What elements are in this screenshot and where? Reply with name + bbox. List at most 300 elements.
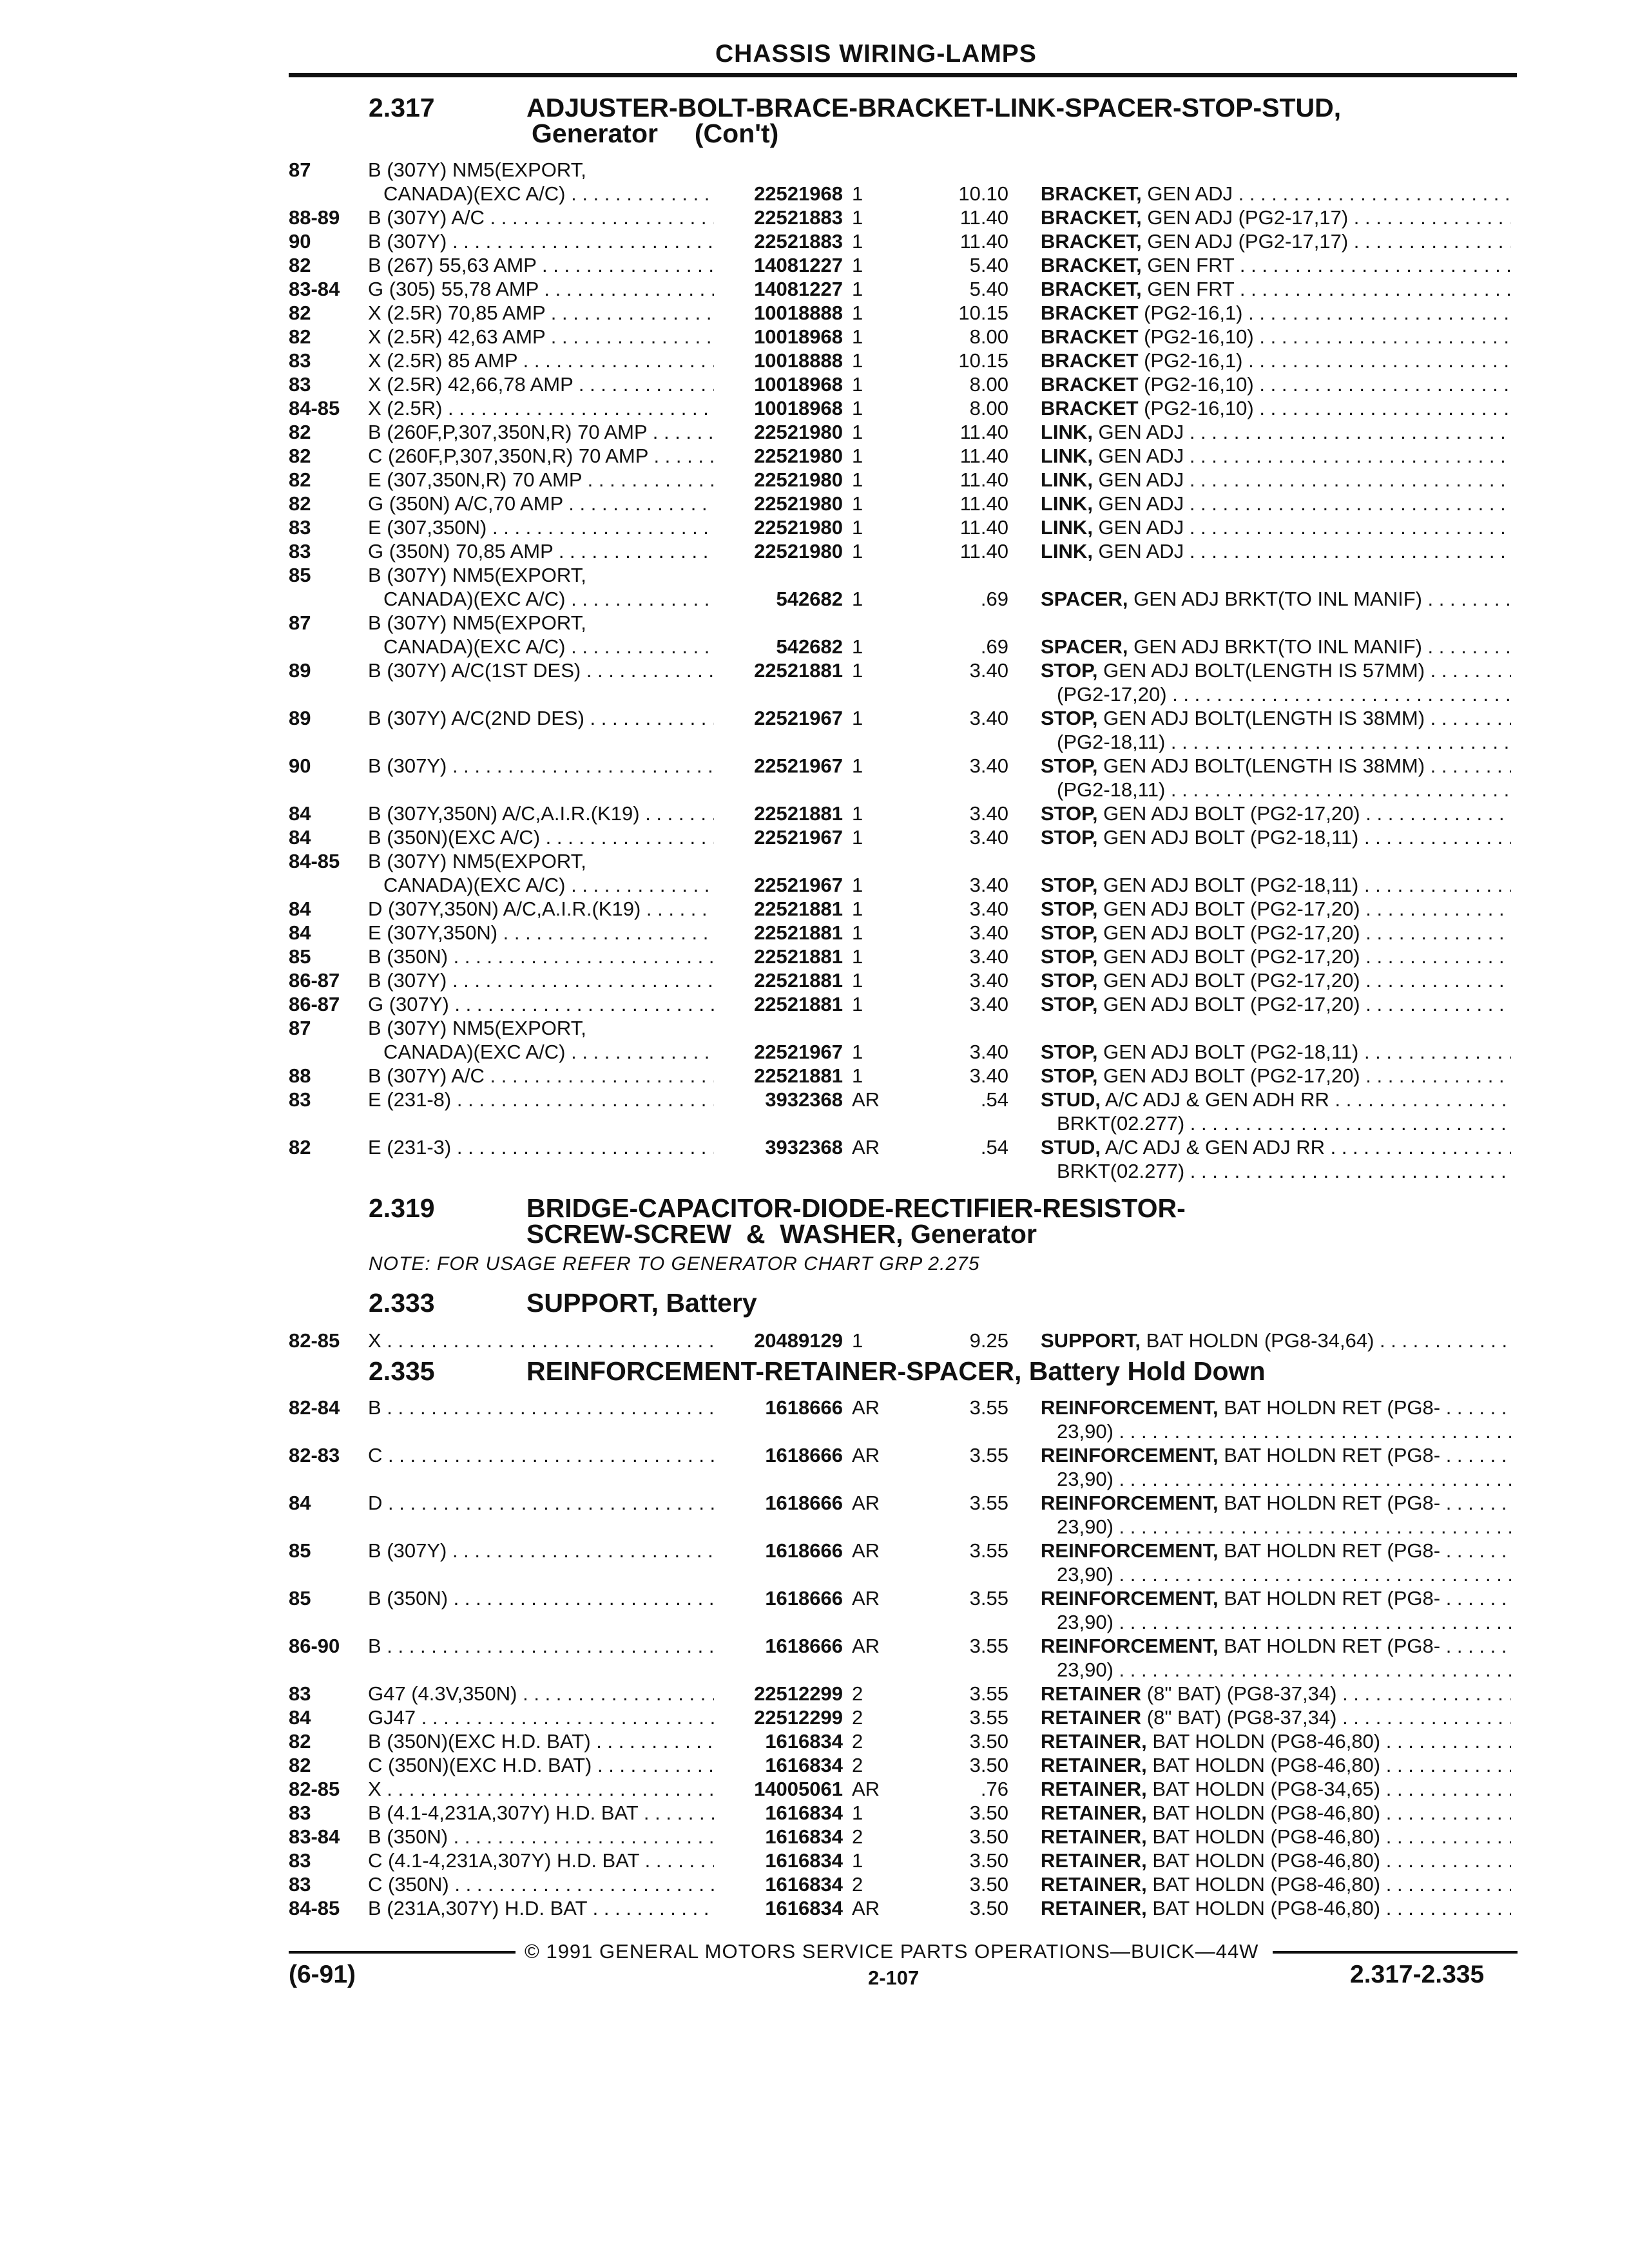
model-year: 84	[289, 1706, 311, 1729]
quantity: 2	[852, 1730, 863, 1753]
part-name	[1041, 1802, 1511, 1825]
price: 3.40	[969, 707, 1008, 729]
part-name-text: BRKT(02.277)	[1057, 1112, 1185, 1135]
quantity: 1	[852, 945, 863, 968]
usage-description: G (350N) 70,85 AMP . . .	[368, 540, 714, 563]
part-name-keyword: STOP,	[1041, 874, 1098, 896]
part-name	[1057, 683, 1511, 706]
part-name-text: GEN ADJ BOLT (PG2-17,20)	[1097, 898, 1360, 920]
quantity: AR	[852, 1444, 880, 1466]
quantity: 1	[852, 898, 863, 920]
price: 3.50	[969, 1849, 1008, 1872]
part-name-text: BAT HOLDN RET (PG8-	[1218, 1396, 1441, 1419]
usage-description: B (350N)(EXC A/C) . . .	[368, 826, 714, 849]
part-number: 20489129	[714, 1329, 843, 1352]
model-year: 90	[289, 230, 311, 253]
part-number: 22521967	[714, 1041, 843, 1064]
part-name	[1041, 1492, 1511, 1515]
quantity: 1	[852, 182, 863, 205]
usage-description: X . . .	[368, 1778, 714, 1801]
part-name-text: GEN ADJ BOLT(LENGTH IS 38MM)	[1097, 754, 1425, 777]
usage-description: CANADA)(EXC A/C) . . .	[383, 588, 714, 611]
part-number: 22521881	[714, 802, 843, 825]
part-name-keyword: LINK,	[1041, 492, 1093, 515]
price: 3.40	[969, 754, 1008, 777]
part-name-text: BAT HOLDN (PG8-46,80)	[1146, 1825, 1381, 1848]
part-name-text: BAT HOLDN RET (PG8-	[1218, 1444, 1441, 1466]
part-number: 1616834	[714, 1825, 843, 1849]
part-name-keyword: LINK,	[1041, 516, 1093, 539]
part-number: 1616834	[714, 1754, 843, 1777]
part-name	[1041, 1778, 1511, 1801]
part-name	[1041, 230, 1511, 253]
part-name	[1041, 826, 1511, 849]
part-name-text: BRKT(02.277)	[1057, 1160, 1185, 1182]
part-name-keyword: STOP,	[1041, 826, 1098, 849]
part-name-text: GEN ADJ BRKT(TO INL MANIF) .	[1128, 588, 1434, 610]
price: 3.55	[969, 1539, 1008, 1562]
part-name-keyword: STOP,	[1041, 802, 1098, 825]
part-name-text: GEN ADJ BOLT (PG2-18,11)	[1097, 874, 1359, 896]
quantity: AR	[852, 1492, 880, 1514]
part-number: 1616834	[714, 1730, 843, 1753]
part-name-keyword: BRACKET	[1041, 349, 1139, 372]
part-name-keyword: STUD,	[1041, 1088, 1101, 1111]
part-name-keyword: BRACKET	[1041, 373, 1139, 396]
usage-description: B (231A,307Y) H.D. BAT . . .	[368, 1897, 714, 1920]
part-name-keyword: REINFORCEMENT,	[1041, 1396, 1219, 1419]
part-number: 1618666	[714, 1444, 843, 1467]
usage-description: B (307Y) A/C(2ND DES) . . .	[368, 707, 714, 730]
part-name-keyword: RETAINER,	[1041, 1754, 1147, 1776]
part-name	[1057, 1563, 1511, 1586]
quantity: 1	[852, 874, 863, 896]
part-name-keyword: STOP,	[1041, 754, 1098, 777]
usage-description: CANADA)(EXC A/C) . . .	[383, 1041, 714, 1064]
part-name-keyword: STOP,	[1041, 993, 1098, 1015]
part-name-keyword: BRACKET	[1041, 325, 1139, 348]
section-title-line: BRIDGE-CAPACITOR-DIODE-RECTIFIER-RESISTOR-	[526, 1193, 1186, 1223]
part-number: 3932368	[714, 1088, 843, 1111]
part-number: 22521967	[714, 874, 843, 897]
price: 10.15	[958, 302, 1008, 324]
model-year: 82	[289, 254, 311, 276]
part-name-keyword: SPACER,	[1041, 588, 1128, 610]
usage-description: B (307Y) A/C . . .	[368, 1064, 714, 1088]
part-name-text: BAT HOLDN RET (PG8-	[1218, 1635, 1441, 1657]
part-name-keyword: REINFORCEMENT,	[1041, 1444, 1219, 1466]
section-title	[526, 1195, 1186, 1247]
part-number: 1616834	[714, 1849, 843, 1872]
price: 11.40	[959, 230, 1008, 253]
model-year: 83-84	[289, 1825, 340, 1848]
section-title-line: SUPPORT, Battery	[526, 1288, 757, 1318]
quantity: AR	[852, 1136, 880, 1158]
model-year: 83	[289, 349, 311, 372]
part-name	[1041, 707, 1511, 730]
part-name-keyword: RETAINER,	[1041, 1778, 1147, 1800]
price: 10.10	[958, 182, 1008, 205]
section-title-line: Generator (Con't)	[532, 119, 779, 148]
part-name	[1041, 921, 1511, 945]
part-name-text: 23,90)	[1057, 1468, 1113, 1490]
quantity: 1	[852, 921, 863, 944]
quantity: 1	[852, 969, 863, 992]
usage-description: CANADA)(EXC A/C) . . .	[383, 182, 714, 206]
price: 3.40	[969, 659, 1008, 682]
part-name-text: 23,90)	[1057, 1658, 1113, 1681]
model-year: 90	[289, 754, 311, 777]
part-name-keyword: REINFORCEMENT,	[1041, 1492, 1219, 1514]
section-title	[526, 95, 1341, 146]
part-number: 1616834	[714, 1897, 843, 1920]
part-name-text: BAT HOLDN (PG8-46,80)	[1146, 1802, 1381, 1824]
part-name	[1041, 445, 1511, 468]
part-number: 10018968	[714, 325, 843, 349]
model-year: 86-87	[289, 969, 340, 992]
part-name-text: (PG2-16,1)	[1138, 349, 1243, 372]
model-year: 83	[289, 1088, 311, 1111]
quantity: 1	[852, 826, 863, 849]
part-name-text: (PG2-18,11)	[1057, 731, 1166, 753]
quantity: 1	[852, 492, 863, 515]
part-name	[1041, 492, 1511, 515]
usage-description: C (4.1-4,231A,307Y) H.D. BAT . . .	[368, 1849, 714, 1872]
model-year: 82	[289, 1754, 311, 1776]
quantity: 1	[852, 1802, 863, 1824]
usage-description: B (307Y) . . .	[368, 969, 714, 992]
part-number: 22521967	[714, 826, 843, 849]
part-number: 22521968	[714, 182, 843, 206]
usage-description: B (307Y) NM5(EXPORT,	[368, 564, 586, 586]
model-year: 82	[289, 1136, 311, 1158]
price: 11.40	[959, 492, 1008, 515]
price: 3.40	[969, 874, 1008, 896]
part-name	[1041, 349, 1511, 372]
part-number: 1618666	[714, 1492, 843, 1515]
model-year: 82-85	[289, 1778, 340, 1800]
price: 5.40	[969, 278, 1008, 300]
part-number: 3932368	[714, 1136, 843, 1159]
usage-description: E (307,350N) . . .	[368, 516, 714, 539]
model-year: 82-84	[289, 1396, 340, 1419]
price: .76	[980, 1778, 1008, 1800]
part-name-keyword: RETAINER	[1041, 1706, 1142, 1729]
price: 3.40	[969, 826, 1008, 849]
usage-description: B (260F,P,307,350N,R) 70 AMP . . .	[368, 421, 714, 444]
part-name-text: GEN ADJ	[1092, 540, 1184, 562]
model-year: 84-85	[289, 1897, 340, 1919]
part-name	[1041, 1396, 1511, 1419]
model-year: 82-83	[289, 1444, 340, 1466]
price: 3.40	[969, 802, 1008, 825]
model-year: 84	[289, 802, 311, 825]
model-year: 82	[289, 1730, 311, 1753]
usage-description: C (350N) . . .	[368, 1873, 714, 1896]
price: 8.00	[969, 397, 1008, 419]
part-name	[1041, 1539, 1511, 1562]
part-name-text: GEN ADJ (PG2-17,17)	[1141, 206, 1349, 229]
usage-description: B (307Y) . . .	[368, 1539, 714, 1562]
usage-description: B . . .	[368, 1396, 714, 1419]
price: 8.00	[969, 325, 1008, 348]
usage-description: G (305) 55,78 AMP . . .	[368, 278, 714, 301]
price: .54	[980, 1088, 1008, 1111]
quantity: 1	[852, 302, 863, 324]
quantity: 1	[852, 588, 863, 610]
footer-rule-right	[1273, 1951, 1518, 1954]
part-name	[1041, 1064, 1511, 1088]
price: 3.55	[969, 1444, 1008, 1466]
part-name	[1041, 1329, 1511, 1352]
part-number: 10018968	[714, 397, 843, 420]
part-name-text: GEN ADJ (PG2-17,17)	[1141, 230, 1349, 253]
part-name-text: GEN ADJ BOLT (PG2-18,11)	[1097, 1041, 1359, 1063]
model-year: 83	[289, 373, 311, 396]
model-year: 83-84	[289, 278, 340, 300]
model-year: 89	[289, 659, 311, 682]
section-number: 2.333	[369, 1288, 435, 1318]
quantity: AR	[852, 1635, 880, 1657]
part-name-text: GEN ADJ	[1092, 516, 1184, 539]
part-name	[1041, 182, 1511, 206]
price: 9.25	[969, 1329, 1008, 1352]
quantity: 1	[852, 373, 863, 396]
footer-page-number: 2-107	[868, 1966, 920, 1989]
part-number: 22521881	[714, 945, 843, 968]
part-name-text: BAT HOLDN RET (PG8-	[1218, 1587, 1441, 1610]
part-name	[1057, 1515, 1511, 1539]
part-number: 22521881	[714, 993, 843, 1016]
quantity: 2	[852, 1825, 863, 1848]
section-number: 2.335	[369, 1356, 435, 1386]
quantity: 1	[852, 468, 863, 491]
usage-description: B (350N)(EXC H.D. BAT) . . .	[368, 1730, 714, 1753]
price: .69	[980, 588, 1008, 610]
model-year: 83	[289, 1873, 311, 1896]
part-name-text: (PG2-16,10)	[1138, 397, 1254, 419]
part-name-text: GEN ADJ	[1092, 492, 1184, 515]
model-year: 85	[289, 564, 311, 586]
part-number: 22521980	[714, 492, 843, 515]
part-name-text: BAT HOLDN (PG8-46,80)	[1146, 1897, 1381, 1919]
part-name	[1041, 1136, 1511, 1159]
model-year: 89	[289, 707, 311, 729]
footer-copyright: © 1991 GENERAL MOTORS SERVICE PARTS OPERATIONS—BUICK—44W	[525, 1940, 1259, 1963]
part-number: 22521883	[714, 230, 843, 253]
part-name-text: 23,90)	[1057, 1563, 1113, 1586]
part-name-text: GEN FRT	[1141, 278, 1235, 300]
part-number: 22521881	[714, 921, 843, 945]
usage-description: CANADA)(EXC A/C) . . .	[383, 635, 714, 658]
part-name	[1057, 731, 1511, 754]
part-number: 22521967	[714, 707, 843, 730]
part-name-keyword: SUPPORT,	[1041, 1329, 1141, 1352]
part-number: 10018888	[714, 302, 843, 325]
usage-description: CANADA)(EXC A/C) . . .	[383, 874, 714, 897]
part-name-text: BAT HOLDN (PG8-34,64)	[1141, 1329, 1374, 1352]
part-number: 22521967	[714, 754, 843, 778]
part-name	[1041, 898, 1511, 921]
price: 3.50	[969, 1754, 1008, 1776]
part-name-keyword: LINK,	[1041, 445, 1093, 467]
part-name-keyword: RETAINER	[1041, 1682, 1142, 1705]
part-name-keyword: BRACKET	[1041, 302, 1139, 324]
part-name-text: BAT HOLDN RET (PG8-	[1218, 1539, 1441, 1562]
quantity: 1	[852, 445, 863, 467]
part-name-keyword: BRACKET,	[1041, 230, 1142, 253]
part-number: 14005061	[714, 1778, 843, 1801]
part-name-text: GEN ADJ BRKT(TO INL MANIF) .	[1128, 635, 1434, 658]
model-year: 82	[289, 492, 311, 515]
model-year: 84	[289, 1492, 311, 1514]
quantity: 1	[852, 1041, 863, 1063]
part-name-text: (PG2-18,11)	[1057, 778, 1166, 801]
part-name-text: BAT HOLDN (PG8-46,80)	[1146, 1754, 1381, 1776]
part-name	[1041, 540, 1511, 563]
model-year: 83	[289, 1682, 311, 1705]
model-year: 85	[289, 1587, 311, 1610]
usage-description: C . . .	[368, 1444, 714, 1467]
quantity: 2	[852, 1754, 863, 1776]
quantity: 1	[852, 707, 863, 729]
part-name-text: GEN ADJ	[1092, 468, 1184, 491]
price: .69	[980, 635, 1008, 658]
part-name-text: GEN ADJ BOLT (PG2-17,20)	[1097, 921, 1360, 944]
part-name-keyword: BRACKET,	[1041, 278, 1142, 300]
part-name-text: GEN ADJ	[1092, 445, 1184, 467]
model-year: 86-90	[289, 1635, 340, 1657]
quantity: 2	[852, 1682, 863, 1705]
part-name-keyword: LINK,	[1041, 540, 1093, 562]
part-name	[1041, 468, 1511, 492]
usage-description: E (231-3) . . .	[368, 1136, 714, 1159]
part-name-text: 23,90)	[1057, 1611, 1113, 1633]
part-name-keyword: LINK,	[1041, 421, 1093, 443]
part-name-text: GEN ADJ	[1092, 421, 1184, 443]
usage-description: B (307Y) NM5(EXPORT,	[368, 1017, 586, 1039]
part-name-keyword: STOP,	[1041, 898, 1098, 920]
part-name-text: GEN ADJ BOLT (PG2-17,20)	[1097, 969, 1360, 992]
section-title-line: REINFORCEMENT-RETAINER-SPACER, Battery Hold Down	[526, 1356, 1266, 1386]
usage-description: E (231-8) . . .	[368, 1088, 714, 1111]
part-name	[1041, 659, 1511, 682]
part-name-text: GEN ADJ BOLT(LENGTH IS 57MM)	[1097, 659, 1425, 682]
part-number: 1618666	[714, 1396, 843, 1419]
usage-description: E (307Y,350N) . . .	[368, 921, 714, 945]
part-name-text: (8" BAT) (PG8-37,34)	[1141, 1682, 1337, 1705]
part-name	[1041, 1682, 1511, 1706]
usage-description: B (307Y) NM5(EXPORT,	[368, 159, 586, 181]
model-year: 84	[289, 921, 311, 944]
part-number: 1618666	[714, 1635, 843, 1658]
price: 3.40	[969, 993, 1008, 1015]
part-name	[1041, 1444, 1511, 1467]
quantity: 1	[852, 754, 863, 777]
part-name	[1041, 516, 1511, 539]
part-name	[1041, 802, 1511, 825]
footer-date: (6-91)	[289, 1961, 356, 1988]
price: 11.40	[959, 206, 1008, 229]
quantity: 1	[852, 802, 863, 825]
part-name-text: GEN ADJ BOLT (PG2-17,20)	[1097, 1064, 1360, 1087]
part-name	[1041, 754, 1511, 778]
quantity: 1	[852, 397, 863, 419]
price: 3.55	[969, 1587, 1008, 1610]
quantity: AR	[852, 1778, 880, 1800]
quantity: 2	[852, 1706, 863, 1729]
part-name	[1041, 1873, 1511, 1896]
part-number: 22521980	[714, 421, 843, 444]
part-name-text: BAT HOLDN RET (PG8-	[1218, 1492, 1441, 1514]
price: 3.40	[969, 921, 1008, 944]
price: 3.55	[969, 1635, 1008, 1657]
part-name-keyword: RETAINER,	[1041, 1873, 1147, 1896]
part-name-text: BAT HOLDN (PG8-34,65)	[1146, 1778, 1381, 1800]
footer-rule-left	[289, 1951, 516, 1954]
quantity: 1	[852, 230, 863, 253]
usage-description: B (307Y) A/C(1ST DES) . . .	[368, 659, 714, 682]
part-name-keyword: REINFORCEMENT,	[1041, 1539, 1219, 1562]
part-name-keyword: STOP,	[1041, 707, 1098, 729]
part-number: 22521980	[714, 445, 843, 468]
page-header-title: CHASSIS WIRING-LAMPS	[715, 40, 1037, 68]
part-name	[1041, 325, 1511, 349]
usage-description: B (307Y) A/C . . .	[368, 206, 714, 229]
part-name-keyword: STOP,	[1041, 1041, 1098, 1063]
part-name-text: BAT HOLDN (PG8-46,80)	[1146, 1849, 1381, 1872]
model-year: 82-85	[289, 1329, 340, 1352]
section-title-line: SCREW-SCREW & WASHER, Generator	[526, 1219, 1037, 1249]
quantity: 1	[852, 993, 863, 1015]
usage-description: B . . .	[368, 1635, 714, 1658]
usage-description: X (2.5R) 85 AMP . . .	[368, 349, 714, 372]
part-name	[1041, 588, 1511, 611]
price: 5.40	[969, 254, 1008, 276]
part-name	[1041, 278, 1511, 301]
usage-description: G (350N) A/C,70 AMP . . .	[368, 492, 714, 515]
part-name-text: A/C ADJ & GEN ADH RR	[1101, 1088, 1329, 1111]
price: 3.40	[969, 1041, 1008, 1063]
part-name	[1041, 635, 1511, 658]
part-name-text: (PG2-16,1)	[1138, 302, 1243, 324]
part-name-keyword: REINFORCEMENT,	[1041, 1635, 1219, 1657]
part-number: 14081227	[714, 254, 843, 277]
price: 11.40	[959, 421, 1008, 443]
usage-description: D . . .	[368, 1492, 714, 1515]
model-year: 87	[289, 159, 311, 181]
part-name-text: GEN ADJ BOLT (PG2-17,20)	[1097, 945, 1360, 968]
part-name	[1041, 1730, 1511, 1753]
part-name-text: GEN ADJ BOLT (PG2-17,20)	[1097, 993, 1360, 1015]
part-name	[1041, 373, 1511, 396]
section-note: NOTE: FOR USAGE REFER TO GENERATOR CHART GRP 2.275	[369, 1253, 980, 1274]
price: 3.40	[969, 898, 1008, 920]
part-name	[1041, 1849, 1511, 1872]
part-number: 22521980	[714, 468, 843, 492]
header-rule	[289, 73, 1517, 77]
quantity: 2	[852, 1873, 863, 1896]
part-name	[1057, 1112, 1511, 1135]
part-name-text: (PG2-16,10)	[1138, 325, 1254, 348]
model-year: 87	[289, 611, 311, 634]
model-year: 88-89	[289, 206, 340, 229]
price: 3.50	[969, 1873, 1008, 1896]
model-year: 83	[289, 516, 311, 539]
model-year: 84	[289, 898, 311, 920]
part-name-keyword: STOP,	[1041, 945, 1098, 968]
quantity: 1	[852, 540, 863, 562]
